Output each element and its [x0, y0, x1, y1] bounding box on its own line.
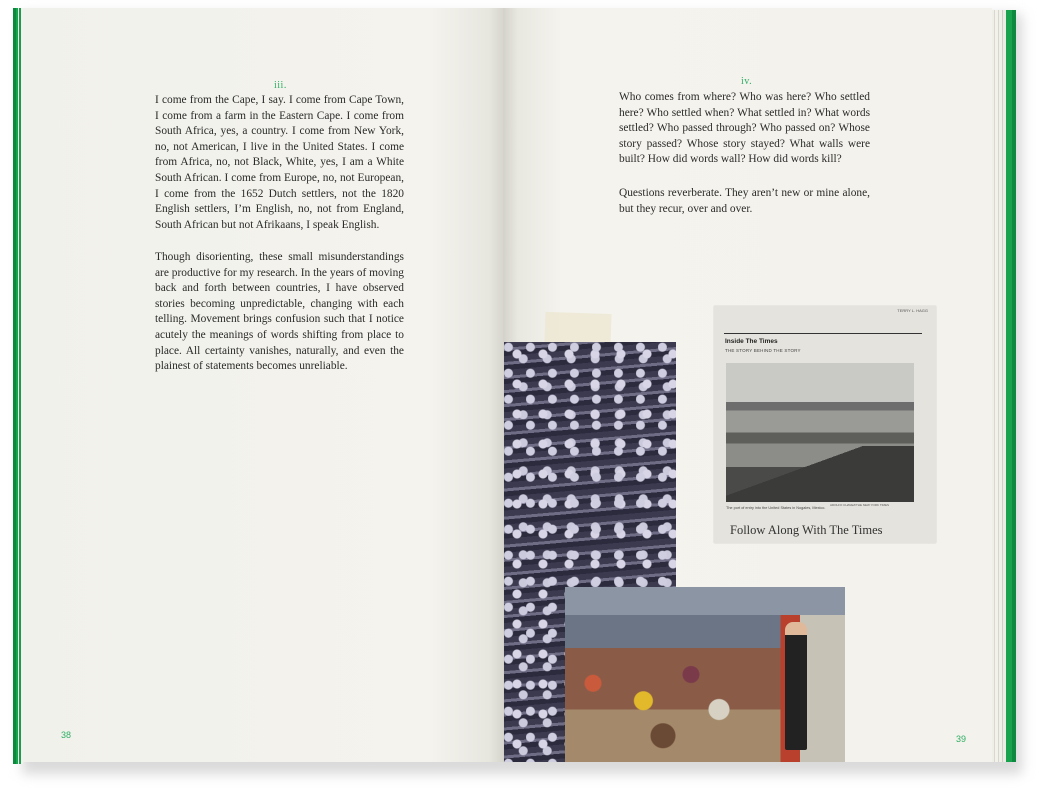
clipping-rule	[724, 333, 922, 334]
audience-color-photo	[565, 587, 845, 762]
right-paragraph-2: Questions reverberate. They aren’t new or mine alone, but they recur, over and over.	[619, 187, 870, 215]
left-paragraph-1: I come from the Cape, I say. I come from Cape Town, I come from a farm in the Eastern Cape. I come from South Africa, yes, a country. I come from New York, no, not American, I live in the United States. I come from Africa, no, not Black, White, yes, I am a White South African. I come from Europe, no, not European, I come from the 1652 Dutch settlers, not the 1820 English settlers, I’m English, no, not from England, South African but not Afrikaans, I speak English.	[155, 94, 404, 231]
section-heading-iii: iii.	[274, 80, 287, 91]
right-paragraph-1: Who comes from where? Who was here? Who settled here? Who settled when? What settled in? What words settled? Who passed through? Who passed on? Whose story passed? Whose story stayed? What walls were built? How did words wall? How did words kill?	[619, 91, 870, 166]
cover-edge-left	[13, 8, 23, 764]
page-stack-right	[992, 10, 1016, 762]
clipping-byline: TERRY L. HAGG	[897, 308, 928, 313]
page-number-left: 38	[61, 730, 72, 740]
border-crossing-photo	[726, 363, 914, 502]
section-heading-iv: iv.	[741, 76, 753, 87]
newspaper-clipping	[714, 306, 936, 543]
tape-strip	[544, 312, 611, 345]
clipping-caption: The port of entry into the United States in Nogales, Mexico.	[726, 506, 826, 510]
left-paragraph-2: Though disorienting, these small misunderstandings are productive for my research. In the years of moving back and forth between countries, I have observed stories becoming unpredictable, changing with each telling. Movement brings confusion such that I notice acutely the meanings of words shifting from place to place. All certainty vanishes, naturally, and even the plainest of statements becomes unreliable.	[155, 251, 404, 373]
speaker-figure	[785, 622, 807, 750]
clipping-photo-credit: ADOLFO CHAVEZ/THE NEW YORK TIMES	[830, 503, 890, 507]
page-number-right: 39	[956, 734, 967, 744]
clipping-footer: Follow Along With The Times	[730, 523, 883, 537]
left-page	[23, 8, 503, 762]
clipping-subtitle: THE STORY BEHIND THE STORY	[725, 348, 801, 353]
clipping-title: Inside The Times	[725, 338, 778, 345]
